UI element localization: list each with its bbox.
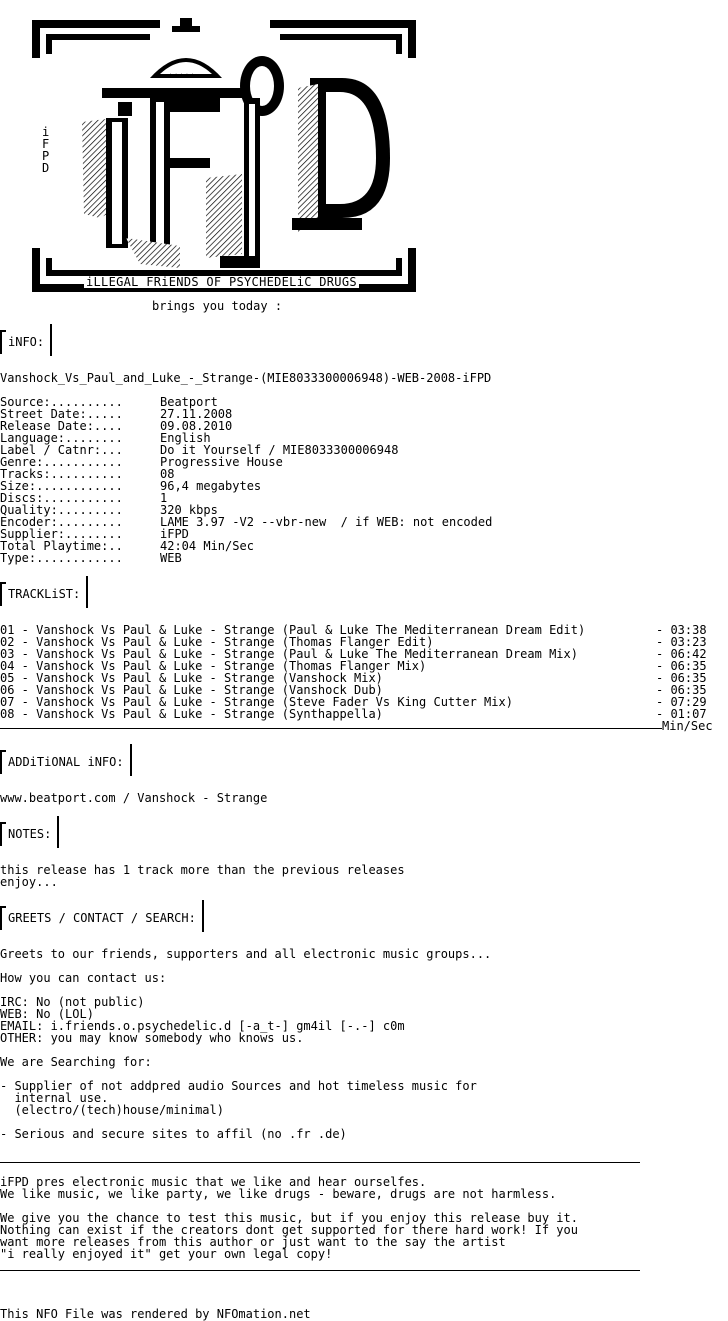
info-key: Genre:...........: [0, 455, 123, 469]
info-value: 27.11.2008: [160, 407, 233, 421]
intro-text: brings you today :: [152, 299, 283, 313]
logo-tagline: iLLEGAL FRiENDS OF PSYCHEDELiC DRUGS: [86, 275, 357, 289]
footer-line: We give you the chance to test this music, but if you enjoy this release buy it.: [0, 1211, 578, 1225]
info-value: 320 kbps: [160, 503, 218, 517]
ifpd-logo: [30, 18, 418, 294]
logo-vertical-letters: [42, 126, 49, 174]
info-value: LAME 3.97 -V2 --vbr-new / if WEB: not encoded: [160, 515, 493, 529]
track-duration: - 06:42: [656, 647, 707, 661]
track-duration: - 03:38: [656, 623, 707, 637]
notes-line: this release has 1 track more than the previous releases: [0, 863, 405, 877]
info-key: Street Date:.....: [0, 407, 123, 421]
greets-text: Greets to our friends, supporters and all electronic music groups...: [0, 947, 492, 961]
footer-line: want more releases from this author or just want to the say the artist: [0, 1235, 506, 1249]
vert-letter: D: [42, 161, 50, 175]
footer-line: We like music, we like party, we like drugs - beware, drugs are not harmless.: [0, 1187, 557, 1201]
section-header-info: iNFO:: [0, 330, 50, 354]
vert-letter: i: [42, 125, 50, 139]
section-header-additional: ADDiTiONAL iNFO:: [0, 750, 130, 774]
info-value: Progressive House: [160, 455, 283, 469]
info-key: Encoder:.........: [0, 515, 123, 529]
info-value: WEB: [160, 551, 182, 565]
info-key: Language:........: [0, 431, 123, 445]
info-key: Release Date:....: [0, 419, 123, 433]
footer-line: "i really enjoyed it" get your own legal copy!: [0, 1247, 333, 1261]
contact-line: EMAIL: i.friends.o.psychedelic.d [-a_t-] gm4il [-.-] c0m: [0, 1019, 405, 1033]
vert-letter: P: [42, 149, 50, 163]
notes-line: enjoy...: [0, 875, 58, 889]
info-value: Do it Yourself / MIE8033300006948: [160, 443, 399, 457]
info-value: 08: [160, 467, 175, 481]
rendered-by-credit: This NFO File was rendered by NFOmation.net: [0, 1307, 311, 1321]
section-header-tracklist: TRACKLiST:: [0, 582, 86, 606]
info-key: Tracks:..........: [0, 467, 123, 481]
section-header-notes: NOTES:: [0, 822, 57, 846]
info-key: Supplier:........: [0, 527, 123, 541]
info-row: [0, 551, 182, 565]
track-title: 08 - Vanshock Vs Paul & Luke - Strange (Synthappella): [0, 707, 383, 721]
searching-line: (electro/(tech)house/minimal): [0, 1103, 224, 1117]
minsec-label: Min/Sec: [662, 719, 713, 733]
contact-line: OTHER: you may know somebody who knows us.: [0, 1031, 304, 1045]
track-duration: - 06:35: [656, 683, 707, 697]
track-duration: - 01:07: [656, 707, 707, 721]
searching-heading: We are Searching for:: [0, 1055, 152, 1069]
info-value: 1: [160, 491, 168, 505]
contact-heading: How you can contact us:: [0, 971, 167, 985]
track-duration: - 07:29: [656, 695, 707, 709]
info-value: 96,4 megabytes: [160, 479, 262, 493]
section-header-greets: GREETS / CONTACT / SEARCH:: [0, 906, 202, 930]
track-row: [0, 707, 707, 721]
track-title: 03 - Vanshock Vs Paul & Luke - Strange (Paul & Luke The Mediterranean Dream Mix): [0, 647, 578, 661]
track-title: 07 - Vanshock Vs Paul & Luke - Strange (Steve Fader Vs King Cutter Mix): [0, 695, 513, 709]
info-value: English: [160, 431, 211, 445]
svg-text:*****: *****: [168, 73, 196, 83]
info-key: Quality:.........: [0, 503, 123, 517]
footer-divider-bottom: [0, 1270, 640, 1271]
track-title: 02 - Vanshock Vs Paul & Luke - Strange (Thomas Flanger Edit): [0, 635, 434, 649]
contact-line: IRC: No (not public): [0, 995, 145, 1009]
track-title: 01 - Vanshock Vs Paul & Luke - Strange (Paul & Luke The Mediterranean Dream Edit): [0, 623, 586, 637]
info-key: Size:............: [0, 479, 123, 493]
track-duration: - 03:23: [656, 635, 707, 649]
info-value: iFPD: [160, 527, 189, 541]
info-value: 42:04 Min/Sec: [160, 539, 254, 553]
info-key: Label / Catnr:...: [0, 443, 123, 457]
searching-line: - Supplier of not addpred audio Sources and hot timeless music for: [0, 1079, 477, 1093]
contact-line: WEB: No (LOL): [0, 1007, 94, 1021]
info-key: Source:..........: [0, 395, 123, 409]
additional-text: www.beatport.com / Vanshock - Strange: [0, 791, 268, 805]
vert-letter: F: [42, 137, 50, 151]
track-title: 05 - Vanshock Vs Paul & Luke - Strange (Vanshock Mix): [0, 671, 383, 685]
track-title: 06 - Vanshock Vs Paul & Luke - Strange (Vanshock Dub): [0, 683, 383, 697]
release-name: Vanshock_Vs_Paul_and_Luke_-_Strange-(MIE8033300006948)-WEB-2008-iFPD: [0, 371, 492, 385]
info-key: Type:............: [0, 551, 123, 565]
track-title: 04 - Vanshock Vs Paul & Luke - Strange (Thomas Flanger Mix): [0, 659, 427, 673]
info-key: Total Playtime:..: [0, 539, 123, 553]
info-value: 09.08.2010: [160, 419, 233, 433]
track-duration: - 06:35: [656, 659, 707, 673]
track-duration: - 06:35: [656, 671, 707, 685]
info-value: Beatport: [160, 395, 218, 409]
footer-divider-top: [0, 1162, 640, 1163]
searching-line: - Serious and secure sites to affil (no .fr .de): [0, 1127, 347, 1141]
footer-line: Nothing can exist if the creators dont get supported for there hard work! If you: [0, 1223, 578, 1237]
searching-line: internal use.: [0, 1091, 109, 1105]
tracklist-divider: [0, 728, 662, 729]
info-key: Discs:...........: [0, 491, 123, 505]
footer-line: iFPD pres electronic music that we like and hear ourselfes.: [0, 1175, 427, 1189]
